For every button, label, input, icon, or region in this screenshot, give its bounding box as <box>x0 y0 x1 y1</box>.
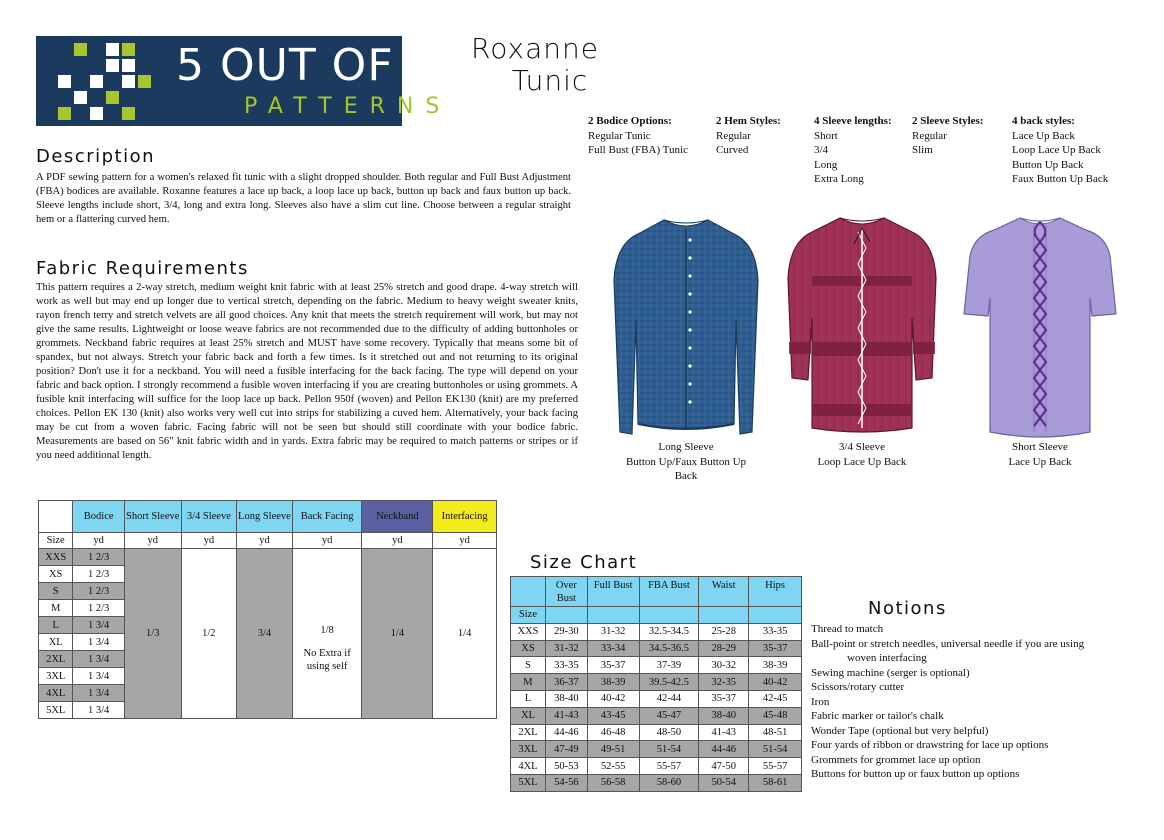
measure-cell: 35-37 <box>587 657 639 674</box>
title-line-2: Tunic <box>511 64 589 97</box>
size-cell: S <box>511 657 546 674</box>
measure-cell: 31-32 <box>545 640 587 657</box>
caption-line: 3/4 Sleeve <box>838 441 886 453</box>
logo-square <box>90 75 103 88</box>
table-row <box>511 674 802 691</box>
measure-cell: 33-35 <box>749 623 802 640</box>
caption-line: Back <box>674 470 698 482</box>
option-item: Short <box>814 129 838 142</box>
column-header-short-sleeve: Short Sleeve <box>124 501 181 533</box>
unit-row-label: Size <box>39 533 73 549</box>
size-cell: XL <box>39 634 73 651</box>
notion-item: Sewing machine (serger is optional) <box>811 666 970 679</box>
column-header-fba-bust: FBA Bust <box>639 577 699 607</box>
measure-cell: 38-39 <box>749 657 802 674</box>
column-header-long-sleeve: Long Sleeve <box>237 501 293 533</box>
tunic-long-sleeve-illustration <box>606 210 766 442</box>
notion-item: Wonder Tape (optional but very helpful) <box>811 724 989 737</box>
option-item: Faux Button Up Back <box>1012 173 1109 185</box>
logo-square <box>106 59 119 72</box>
logo-square <box>122 75 135 88</box>
logo-square <box>106 91 119 104</box>
measure-cell: 47-49 <box>545 741 587 758</box>
caption-line: Loop Lace Up Back <box>817 455 907 468</box>
caption-short-sleeve <box>960 440 1120 469</box>
logo-subtitle: PATTERNS <box>244 94 452 119</box>
header-spacer <box>699 607 749 624</box>
size-cell: L <box>39 617 73 634</box>
measure-cell: 56-58 <box>587 774 639 791</box>
unit-cell: yd <box>73 533 125 549</box>
table-row <box>511 640 802 657</box>
back-facing-yardage: 1/8 <box>320 625 334 636</box>
logo-square <box>74 43 87 56</box>
column-header-interfacing: Interfacing <box>433 501 497 533</box>
option-item: Button Up Back <box>1012 158 1084 171</box>
size-cell: 4XL <box>511 758 546 775</box>
size-chart-table <box>510 576 802 792</box>
size-cell: XXS <box>511 623 546 640</box>
logo-square <box>58 107 71 120</box>
unit-cell: yd <box>181 533 237 549</box>
size-chart-heading: Size Chart <box>530 552 638 573</box>
option-item: Regular <box>912 129 947 142</box>
measure-cell: 42-45 <box>749 690 802 707</box>
logo-square <box>58 75 71 88</box>
bodice-cell: 1 3/4 <box>73 685 125 702</box>
option-heading: 4 Sleeve lengths: <box>814 115 892 127</box>
size-cell: L <box>511 690 546 707</box>
fabric-heading: Fabric Requirements <box>36 258 249 279</box>
table-row <box>511 741 802 758</box>
table-row <box>511 724 802 741</box>
measure-cell: 54-56 <box>545 774 587 791</box>
long-sleeve-yardage: 3/4 <box>237 549 293 719</box>
notion-item: Fabric marker or tailor's chalk <box>811 710 944 722</box>
unit-cell: yd <box>433 533 497 549</box>
table-row <box>511 657 802 674</box>
option-item: Curved <box>716 144 749 156</box>
measure-cell: 58-61 <box>749 774 802 791</box>
measure-cell: 36-37 <box>545 674 587 691</box>
header-spacer <box>639 607 699 624</box>
table-row <box>511 707 802 724</box>
column-header-three-quarter-sleeve: 3/4 Sleeve <box>181 501 237 533</box>
measure-cell: 45-47 <box>639 707 699 724</box>
bodice-cell: 1 3/4 <box>73 617 125 634</box>
header-spacer <box>749 607 802 624</box>
measure-cell: 51-54 <box>749 741 802 758</box>
measure-cell: 25-28 <box>699 623 749 640</box>
measure-cell: 29-30 <box>545 623 587 640</box>
option-heading: 2 Hem Styles: <box>716 115 781 127</box>
unit-cell: yd <box>292 533 362 549</box>
measure-cell: 43-45 <box>587 707 639 724</box>
measure-cell: 32-35 <box>699 674 749 691</box>
measure-cell: 35-37 <box>749 640 802 657</box>
size-cell: 2XL <box>39 651 73 668</box>
option-item: Extra Long <box>814 173 864 185</box>
measure-cell: 41-43 <box>545 707 587 724</box>
option-heading: 2 Bodice Options: <box>588 115 672 127</box>
size-cell: 4XL <box>39 685 73 702</box>
bodice-cell: 1 2/3 <box>73 566 125 583</box>
header-spacer <box>587 607 639 624</box>
three-quarter-sleeve-yardage: 1/2 <box>181 549 237 719</box>
fabric-text: This pattern requires a 2-way stretch, medium weight knit fabric with at least 25% stretch and good drape. 4-way stretch will work as well but may end up longer due to vertical stretch, depending on the fabric. Medium to heavy weight sweater knits, rayon french terry and stretch velvets are all good choices. Any knit that meets the stretch requirement will work, but may not give the same results. Lightweight or loose weave fabrics are not recommended due to the difficulty of adding buttonholes or grommets. Neckband fabric requires at least 25% stretch and MUST have some recovery. Typically that means some bit of spandex, but not always. Stretch your fabric back and forth a few times. Is it stretched out and not returning to its original position? Don't use it for a neckband. You will need a fusible interfacing for the back facing. The type will depend on your fabric and back option. I strongly recommend a fusible woven interfacing if you are creating buttonholes or using grommets. A fusible knit interfacing will suffice for the loop lace up back. Pellon 950f (woven) and Pellon EK130 (knit) are my preferred choices. Pellon EK 130 (knit) also works very well cut into strips for stabilizing a cuved hem. Alternatively, your back facing may be cut from a woven fabric. Facing fabric will not be seen but should still coordinate with your bodice fabric. Measurements are based on 56" knit fabric width and in yards. Extra fabric may be required to match patterns or stripes or if you need additional length. <box>36 282 578 461</box>
fabric-requirements-table <box>38 500 497 719</box>
measure-cell: 55-57 <box>749 758 802 775</box>
measure-cell: 50-53 <box>545 758 587 775</box>
title-line-1: Roxanne <box>471 32 599 65</box>
bodice-cell: 1 3/4 <box>73 634 125 651</box>
option-group-hem <box>716 114 781 158</box>
caption-line: Button Up/Faux Button Up <box>625 455 747 468</box>
interfacing-yardage: 1/4 <box>433 549 497 719</box>
option-heading: 2 Sleeve Styles: <box>912 115 984 127</box>
caption-line: Long Sleeve <box>658 441 714 453</box>
size-cell: XXS <box>39 549 73 566</box>
measure-cell: 48-51 <box>749 724 802 741</box>
measure-cell: 46-48 <box>587 724 639 741</box>
option-item: Regular Tunic <box>588 129 651 142</box>
bodice-cell: 1 3/4 <box>73 651 125 668</box>
measure-cell: 39.5-42.5 <box>639 674 699 691</box>
notion-item: Iron <box>811 695 830 708</box>
logo-square <box>90 107 103 120</box>
measure-cell: 47-50 <box>699 758 749 775</box>
table-row <box>39 549 497 566</box>
logo-wordmark: 5 OUT OF 4 <box>176 40 438 91</box>
option-item: 3/4 <box>814 144 829 156</box>
size-cell: XL <box>511 707 546 724</box>
measure-cell: 52-55 <box>587 758 639 775</box>
option-item: Lace Up Back <box>1012 129 1075 142</box>
size-cell: S <box>39 583 73 600</box>
measure-cell: 42-44 <box>639 690 699 707</box>
logo-square <box>122 107 135 120</box>
measure-cell: 44-46 <box>545 724 587 741</box>
measure-cell: 37-39 <box>639 657 699 674</box>
caption-long-sleeve <box>606 440 766 484</box>
notions-list <box>811 622 1084 782</box>
size-cell: 2XL <box>511 724 546 741</box>
column-header-back-facing: Back Facing <box>292 501 362 533</box>
notion-item: woven interfacing <box>847 652 927 664</box>
notion-item: Grommets for grommet lace up option <box>811 753 981 766</box>
size-cell: 5XL <box>39 702 73 719</box>
neckband-yardage: 1/4 <box>362 549 433 719</box>
bodice-cell: 1 3/4 <box>73 702 125 719</box>
notion-item: Thread to match <box>811 623 884 635</box>
logo-square <box>74 91 87 104</box>
unit-cell: yd <box>362 533 433 549</box>
measure-cell: 30-32 <box>699 657 749 674</box>
option-item: Slim <box>912 144 933 156</box>
notion-item: Ball-point or stretch needles, universal needle if you are using <box>811 637 1085 650</box>
header-spacer <box>545 607 587 624</box>
option-group-sleeve-style <box>912 114 983 158</box>
column-header-neckband: Neckband <box>362 501 433 533</box>
size-cell: 3XL <box>511 741 546 758</box>
option-group-bodice <box>588 114 688 158</box>
bodice-cell: 1 2/3 <box>73 583 125 600</box>
bodice-cell: 1 2/3 <box>73 549 125 566</box>
option-item: Regular <box>716 129 751 142</box>
measure-cell: 28-29 <box>699 640 749 657</box>
back-facing-note: No Extra if using self <box>303 648 351 672</box>
table-corner <box>39 501 73 533</box>
description-heading: Description <box>36 146 156 167</box>
caption-three-quarter-sleeve <box>782 440 942 469</box>
size-cell: XS <box>511 640 546 657</box>
notions-heading: Notions <box>868 598 947 619</box>
measure-cell: 51-54 <box>639 741 699 758</box>
size-cell: XS <box>39 566 73 583</box>
table-corner <box>511 577 546 607</box>
notion-item: Four yards of ribbon or drawstring for lace up options <box>811 739 1049 751</box>
option-heading: 4 back styles: <box>1012 115 1075 127</box>
option-item: Full Bust (FBA) Tunic <box>588 144 688 156</box>
option-item: Loop Lace Up Back <box>1012 144 1101 156</box>
option-group-back-style <box>1012 114 1108 187</box>
table-row <box>511 623 802 640</box>
page-title <box>440 33 630 97</box>
column-header-bodice: Bodice <box>73 501 125 533</box>
unit-cell: yd <box>124 533 181 549</box>
size-cell: 3XL <box>39 668 73 685</box>
size-column-label: Size <box>511 607 546 624</box>
measure-cell: 31-32 <box>587 623 639 640</box>
option-item: Long <box>814 158 838 171</box>
caption-line: Lace Up Back <box>1008 455 1072 468</box>
measure-cell: 40-42 <box>749 674 802 691</box>
measure-cell: 49-51 <box>587 741 639 758</box>
brand-logo <box>36 36 452 126</box>
measure-cell: 34.5-36.5 <box>639 640 699 657</box>
back-facing-yardage-cell <box>292 549 362 719</box>
measure-cell: 44-46 <box>699 741 749 758</box>
measure-cell: 33-35 <box>545 657 587 674</box>
short-sleeve-yardage: 1/3 <box>124 549 181 719</box>
column-header-hips: Hips <box>749 577 802 607</box>
measure-cell: 40-42 <box>587 690 639 707</box>
caption-line: Short Sleeve <box>1012 441 1068 453</box>
unit-cell: yd <box>237 533 293 549</box>
notion-item: Scissors/rotary cutter <box>811 681 905 693</box>
table-row <box>511 774 802 791</box>
logo-square <box>138 75 151 88</box>
measure-cell: 38-40 <box>545 690 587 707</box>
measure-cell: 50-54 <box>699 774 749 791</box>
measure-cell: 48-50 <box>639 724 699 741</box>
size-cell: M <box>39 600 73 617</box>
column-header-waist: Waist <box>699 577 749 607</box>
measure-cell: 41-43 <box>699 724 749 741</box>
description-text: A PDF sewing pattern for a women's relaxed fit tunic with a slight dropped shoulder. Both regular and Full Bust Adjustment (FBA) bodices are available. Roxanne features a lace up back, a loop lace up back, button up back and faux button up back. Sleeve lengths include short, 3/4, long and extra long. Sleeves also have a slim cut line. Choose between a regular straight hem or a flattering curved hem. <box>36 172 571 225</box>
notion-item: Buttons for button up or faux button up options <box>811 768 1020 780</box>
measure-cell: 35-37 <box>699 690 749 707</box>
column-header-over-bust: Over Bust <box>545 577 587 607</box>
column-header-full-bust: Full Bust <box>587 577 639 607</box>
measure-cell: 38-40 <box>699 707 749 724</box>
measure-cell: 38-39 <box>587 674 639 691</box>
measure-cell: 55-57 <box>639 758 699 775</box>
option-group-sleeve-length <box>814 114 892 187</box>
logo-square <box>106 43 119 56</box>
tunic-short-sleeve-illustration <box>960 210 1120 442</box>
bodice-cell: 1 3/4 <box>73 668 125 685</box>
table-row <box>511 758 802 775</box>
tunic-three-quarter-sleeve-illustration <box>782 208 942 440</box>
logo-square <box>122 43 135 56</box>
measure-cell: 32.5-34.5 <box>639 623 699 640</box>
logo-square <box>122 59 135 72</box>
measure-cell: 58-60 <box>639 774 699 791</box>
size-cell: 5XL <box>511 774 546 791</box>
bodice-cell: 1 2/3 <box>73 600 125 617</box>
size-cell: M <box>511 674 546 691</box>
measure-cell: 45-48 <box>749 707 802 724</box>
measure-cell: 33-34 <box>587 640 639 657</box>
table-row <box>511 690 802 707</box>
